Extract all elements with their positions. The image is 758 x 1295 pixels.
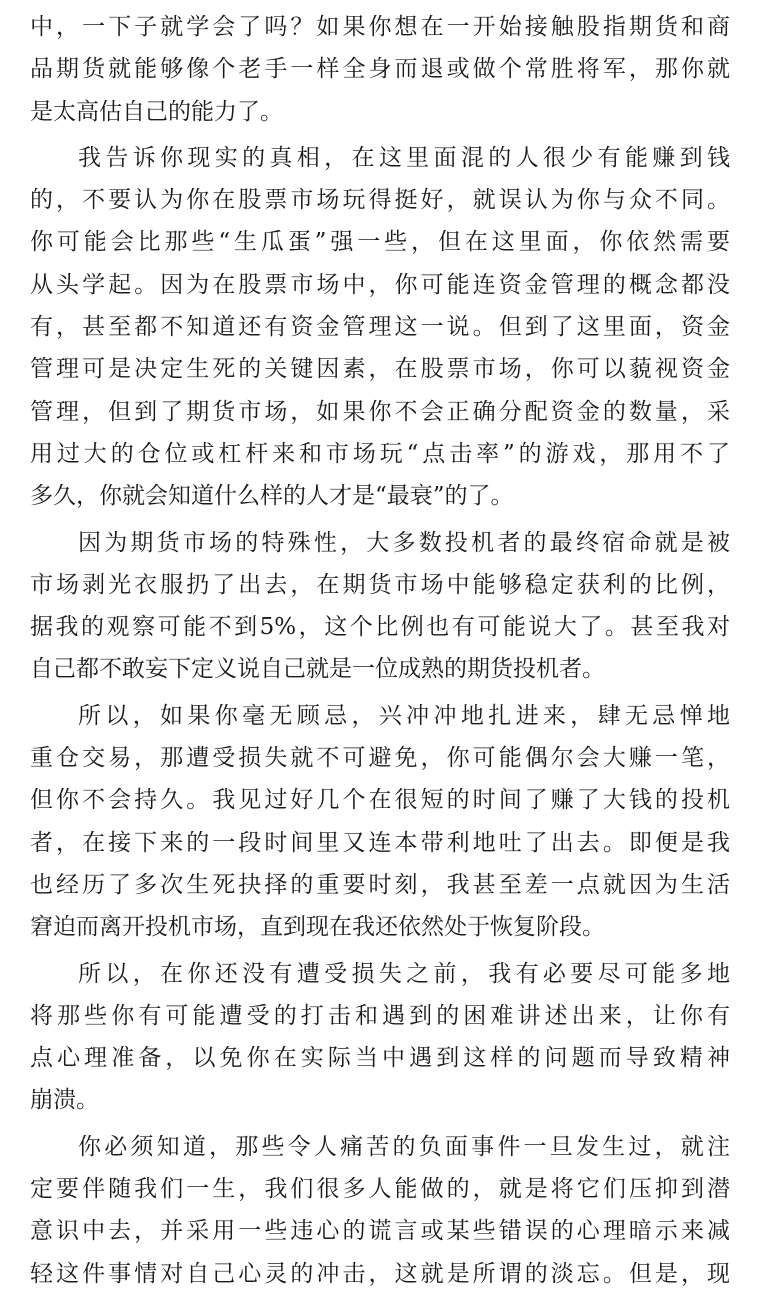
text-line: 用过大的仓位或杠杆来和市场玩“点击率”的游戏，那用不了: [30, 440, 730, 467]
book-page-text: [30, 6, 730, 1295]
text-line: 你必须知道，那些令人痛苦的负面事件一旦发生过，就注: [78, 1133, 730, 1160]
text-line: 点心理准备，以免你在实际当中遇到这样的问题而导致精神: [30, 1045, 730, 1072]
text-line: 者，在接下来的一段时间里又连本带利地吐了出去。即便是我: [30, 829, 730, 856]
text-line: 管理，但到了期货市场，如果你不会正确分配资金的数量，采: [30, 398, 730, 425]
text-line: 我告诉你现实的真相，在这里面混的人很少有能赚到钱: [78, 144, 730, 171]
text-line: 管理可是决定生死的关键因素，在股票市场，你可以藐视资金: [30, 356, 730, 383]
text-line: 重仓交易，那遭受损失就不可避免，你可能偶尔会大赚一笔，: [30, 745, 730, 772]
text-line: 轻这件事情对自己心灵的冲击，这就是所谓的淡忘。但是，现: [30, 1260, 730, 1287]
text-line: 的，不要认为你在股票市场玩得挺好，就误认为你与众不同。: [30, 187, 730, 214]
text-line: 因为期货市场的特殊性，大多数投机者的最终宿命就是被: [78, 529, 730, 556]
text-line: 是太高估自己的能力了。: [30, 98, 283, 125]
paragraph-5: [30, 953, 730, 1122]
text-line: 窘迫而离开投机市场，直到现在我还依然处于恢复阶段。: [30, 914, 605, 941]
paragraph-2: [30, 137, 730, 518]
text-line: 定要伴随我们一生，我们很多人能做的，就是将它们压抑到潜: [30, 1176, 730, 1203]
text-line: 有，甚至都不知道还有资金管理这一说。但到了这里面，资金: [30, 314, 730, 341]
text-line: 多久，你就会知道什么样的人才是“最衰”的了。: [30, 483, 514, 510]
text-line: 崩溃。: [30, 1087, 99, 1114]
text-line: 你可能会比那些“生瓜蛋”强一些，但在这里面，你依然需要: [30, 229, 730, 256]
text-line: 中，一下子就学会了吗？如果你想在一开始接触股指期货和商: [30, 14, 730, 40]
text-line: 品期货就能够像个老手一样全身而退或做个常胜将军，那你就: [30, 56, 730, 83]
text-line: 也经历了多次生死抉择的重要时刻，我甚至差一点就因为生活: [30, 871, 730, 898]
text-line: 从头学起。因为在股票市场中，你可能连资金管理的概念都没: [30, 271, 730, 298]
text-line: 市场剥光衣服扔了出去，在期货市场中能够稳定获利的比例，: [30, 571, 730, 598]
text-line: 但你不会持久。我见过好几个在很短的时间了赚了大钱的投机: [30, 787, 730, 814]
text-line: 意识中去，并采用一些违心的谎言或某些错误的心理暗示来减: [30, 1218, 730, 1245]
text-line: 所以，在你还没有遭受损失之前，我有必要尽可能多地: [78, 960, 730, 987]
paragraph-4: [30, 695, 730, 949]
paragraph-6: [30, 1126, 730, 1295]
text-line: 自己都不敢妄下定义说自己就是一位成熟的期货投机者。: [30, 656, 605, 683]
text-line: 据我的观察可能不到5%，这个比例也有可能说大了。甚至我对: [30, 614, 730, 641]
text-line: 将那些你有可能遭受的打击和遇到的困难讲述出来，让你有: [30, 1002, 730, 1029]
paragraph-3: [30, 522, 730, 691]
text-line: 所以，如果你毫无顾忌，兴冲冲地扎进来，肆无忌惮地: [78, 702, 730, 729]
paragraph-1: [30, 6, 730, 133]
